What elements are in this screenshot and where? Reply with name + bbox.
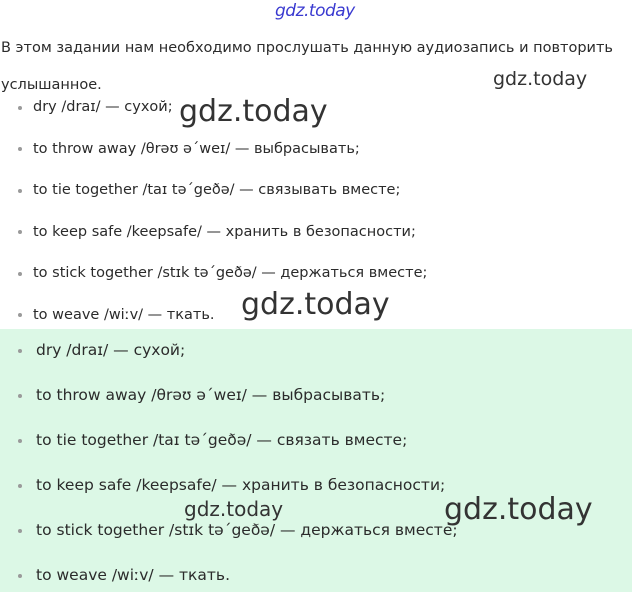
bullet-icon <box>18 394 22 398</box>
bullet-icon <box>18 230 22 234</box>
list-item-text: to tie together /taɪ tə΄geðə/ — связать вместе; <box>36 431 408 449</box>
list-item-text: dry /draɪ/ — сухой; <box>33 99 173 115</box>
list-item-text: to throw away /θrəʊ ə΄weɪ/ — выбрасывать; <box>36 386 386 404</box>
list-item-text: to weave /wiːv/ — ткать. <box>33 306 215 323</box>
bullet-icon <box>18 189 22 193</box>
watermark: gdz.today <box>444 492 593 527</box>
watermark: gdz.today <box>493 68 588 90</box>
list-item <box>0 418 632 463</box>
bullet-icon <box>18 529 22 533</box>
watermark: gdz.today <box>184 497 284 521</box>
bullet-icon <box>18 484 22 488</box>
list-item-text: to tie together /taɪ tə΄geðə/ — связывать вместе; <box>33 182 401 198</box>
bullet-icon <box>18 349 22 353</box>
list-item <box>0 553 632 598</box>
intro-text: В этом задании нам необходимо прослушать данную аудиозапись и повторить услышанное. <box>1 40 613 93</box>
watermark: gdz.today <box>179 94 328 129</box>
list-item-text: dry /draɪ/ — сухой; <box>36 341 186 359</box>
list-item-text: to stick together /stɪk tə΄geðə/ — держаться вместе; <box>36 521 458 539</box>
list-item-text: to stick together /stɪk tə΄geðə/ — держаться вместе; <box>33 265 428 281</box>
bullet-icon <box>18 272 22 276</box>
list-item <box>0 373 632 418</box>
list-item <box>0 212 632 254</box>
list-item <box>0 129 632 171</box>
list-item-text: to throw away /θrəʊ ə΄weɪ/ — выбрасывать; <box>33 140 360 157</box>
list-item-text: to keep safe /keepsafe/ — хранить в безопасности; <box>36 476 446 494</box>
vocabulary-list-highlighted <box>0 328 632 598</box>
watermark: gdz.today <box>241 287 390 322</box>
watermark: gdz.today <box>275 1 355 21</box>
list-item-text: to weave /wiːv/ — ткать. <box>36 566 230 584</box>
bullet-icon <box>18 147 22 151</box>
list-item-text: to keep safe /keepsafe/ — хранить в безопасности; <box>33 223 416 240</box>
bullet-icon <box>18 313 22 317</box>
bullet-icon <box>18 106 22 110</box>
list-item <box>0 328 632 373</box>
list-item <box>0 170 632 212</box>
bullet-icon <box>18 439 22 443</box>
bullet-icon <box>18 574 22 578</box>
